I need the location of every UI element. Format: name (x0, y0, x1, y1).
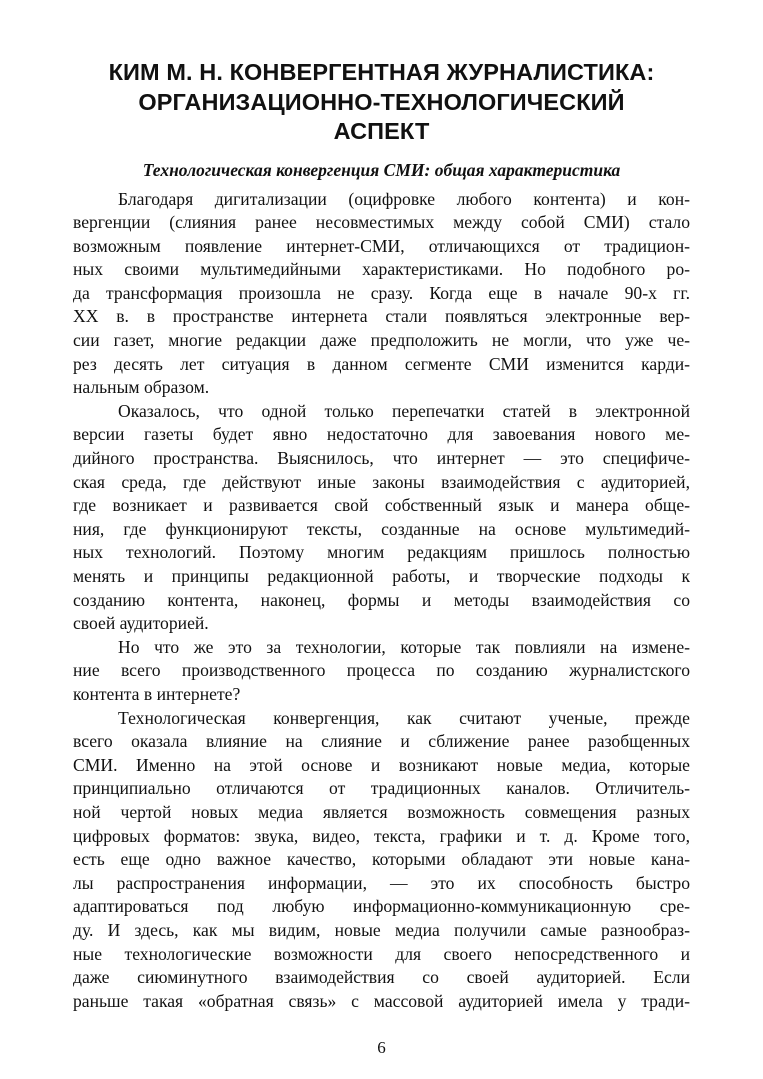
page-content (73, 58, 690, 1013)
text-line: версии газеты будет явно недостаточно для завоевания нового ме- (73, 424, 690, 445)
title-line: АСПЕКТ (333, 118, 430, 144)
text-line: ду. И здесь, как мы видим, новые медиа получили самые разнообраз- (73, 919, 690, 940)
page-title (73, 58, 690, 147)
text-line: ной чертой новых медиа является возможность совмещения разных (73, 801, 690, 822)
text-line: лы распространения информации, — это их способность быстро (73, 872, 690, 893)
text-line: да трансформация произошла не сразу. Когда еще в начале 90-х гг. (73, 282, 690, 303)
page-number: 6 (377, 1038, 386, 1057)
section-subtitle: Технологическая конвергенция СМИ: общая характеристика (142, 159, 621, 180)
paragraph (73, 707, 690, 1014)
text-line: где возникает и развивается свой собственный язык и манера обще- (73, 495, 690, 516)
text-line: ных своими мультимедийными характеристиками. Но подобного ро- (73, 259, 690, 280)
text-line: Но что же это за технологии, которые так повлияли на измене- (118, 636, 690, 657)
text-line: цифровых форматов: звука, видео, текста, графики и т. д. Кроме того, (73, 825, 690, 846)
text-line: ные технологические возможности для своего непосредственного и (73, 943, 690, 964)
text-line: ных технологий. Поэтому многим редакциям пришлось полностью (73, 542, 690, 563)
text-line: менять и принципы редакционной работы, и творческие подходы к (73, 566, 690, 586)
text-line: даже сиюминутного взаимодействия со своей аудиторией. Если (73, 967, 690, 988)
text-line: адаптироваться под любую информационно-коммуникационную сре- (73, 896, 690, 917)
title-line: ОРГАНИЗАЦИОННО-ТЕХНОЛОГИЧЕСКИЙ (138, 88, 625, 115)
text-line: Технологическая конвергенция, как считают ученые, прежде (118, 707, 690, 728)
text-line: контента в интернете? (73, 683, 241, 704)
text-line: созданию контента, наконец, формы и методы взаимодействия со (73, 589, 690, 610)
text-line: ние всего производственного процесса по созданию журналистского (73, 660, 690, 681)
text-line: Оказалось, что одной только перепечатки статей в электронной (118, 400, 690, 421)
text-line: вергенции (слияния ранее несовместимых между собой СМИ) стало (73, 212, 690, 233)
paragraph (73, 400, 690, 636)
paragraph (73, 636, 690, 707)
text-line: ния, где функционируют тексты, созданные на основе мультимедий- (73, 518, 690, 539)
text-line: принципиально отличаются от традиционных каналов. Отличитель- (73, 778, 690, 799)
text-line: рез десять лет ситуация в данном сегменте СМИ изменится карди- (73, 353, 690, 374)
text-line: сии газет, многие редакции даже предположить не могли, что уже че- (73, 330, 690, 351)
text-line: нальным образом. (73, 377, 210, 398)
title-line: КИМ М. Н. КОНВЕРГЕНТНАЯ ЖУРНАЛИСТИКА: (108, 59, 655, 85)
text-line: XX в. в пространстве интернета стали появляться электронные вер- (73, 306, 690, 327)
text-line: всего оказала влияние на слияние и сближение ранее разобщенных (73, 731, 690, 752)
text-line: своей аудиторией. (73, 613, 209, 634)
text-line: Благодаря дигитализации (оцифровке любого контента) и кон- (118, 188, 690, 209)
text-line: СМИ. Именно на этой основе и возникают новые медиа, которые (73, 754, 690, 775)
paragraph (73, 188, 690, 400)
text-line: дийного пространства. Выяснилось, что интернет — это специфиче- (73, 448, 690, 469)
body-text (73, 188, 690, 1014)
text-line: ская среда, где действуют иные законы взаимодействия с аудиторией, (73, 471, 690, 492)
text-line: раньше такая «обратная связь» с массовой аудиторией имела у тради- (73, 990, 690, 1011)
text-line: есть еще одно важное качество, которыми обладают эти новые кана- (73, 849, 690, 870)
text-line: возможным появление интернет-СМИ, отличающихся от традицион- (73, 235, 690, 256)
